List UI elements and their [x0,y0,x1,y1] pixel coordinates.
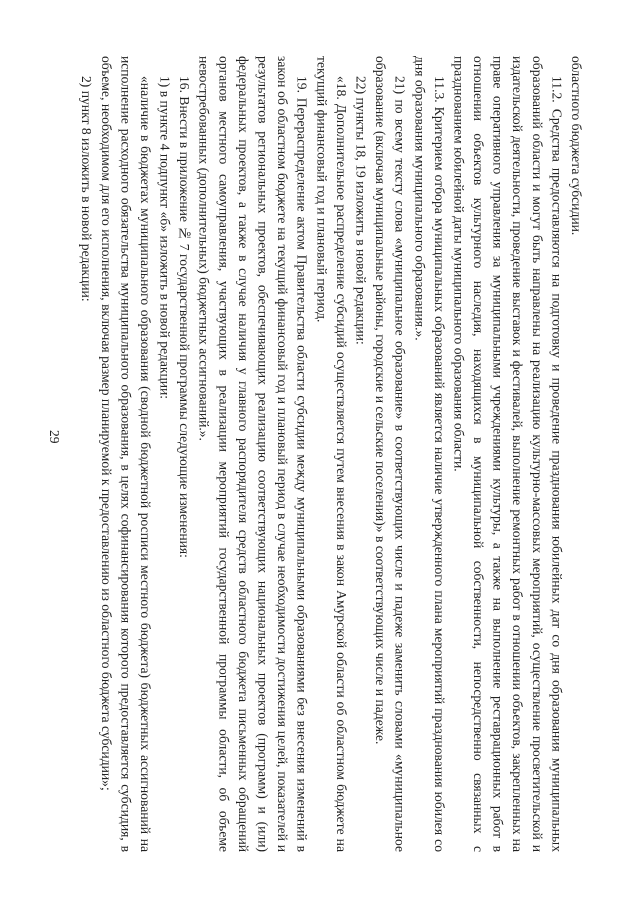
paragraph: 16. Внести в приложение № 7 государственной программы следующие изменения: [177,76,193,558]
paragraph: 2) пункт 8 изложить в новой редакции: [79,76,95,302]
paragraph: 11.2. Средства предоставляются на подготовку и проведение празднования юбилейных дат со дня образования муниципальных образований области и могут быть направлены на реализацию культурно-массовых мероприятий, осуществление просветительской и издательской деятельности, проведение выставок и фестивалей, выполнение ремонтных работ в отношении объектов, закрепленных на праве оперативного управления за муниципальными учреждениями культуры, а также на выполнение реставрационных работ в отношении объектов культурного наследия, находящихся в муниципальной собственности, непосредственно связанных с празднованием юбилейной даты муниципального образования области. [451,56,565,852]
paragraph: 21) по всему тексту слова «муниципальное образование» в соответствующих числе и падеже заменить словами «муниципальное образование (включая муниципальные районы, городские и сельские поселения)» в соответствующих числе и падеже. [373,56,408,852]
paragraph: 19. Перераспределение актом Правительства области субсидии между муниципальными образованиями без внесения изменений в закон об областном бюджете на текущий финансовый год и плановый период в случае необходимости достижения целей, показателей и результатов региональных проектов, обеспечивающих реализацию соответствующих национальных проектов (программ) и (или) федеральных проектов, а также в случае наличия у главного распорядителя средств областного бюджета письменных обращений органов местного самоуправления, участвующих в реализации мероприятий государственной программы области, об объеме невостребованных (дополнительных) бюджетных ассигнований.». [196,56,310,852]
document-body [52,56,586,852]
paragraph: 22) пункты 18, 19 изложить в новой редакции: [353,76,369,345]
page-number: 29 [47,430,62,444]
paragraph: «наличие в бюджетах муниципального образования (сводной бюджетной росписи местного бюджета) бюджетных ассигнований на исполнение расходного обязательства муниципального образования, в целях софинансирования которого предоставляется субсидия, в объеме, необходимом для его исполнения, включая размер планируемой к предоставлению из областного бюджета субсидии»; [98,56,153,852]
paragraph: 11.3. Критерием отбора муниципальных образований является наличие утвержденного плана мероприятий празднования юбилея со дня образования муниципального образования.». [412,56,447,852]
paragraph: «18. Дополнительное распределение субсидий осуществляется путем внесения в закон Амурской области об областном бюджете на текущий финансовый год и плановый период. [314,56,349,852]
paragraph: 1) в пункте 4 подпункт «б» изложить в новой редакции: [157,76,173,400]
paragraph: областного бюджета субсидии. [569,56,584,236]
